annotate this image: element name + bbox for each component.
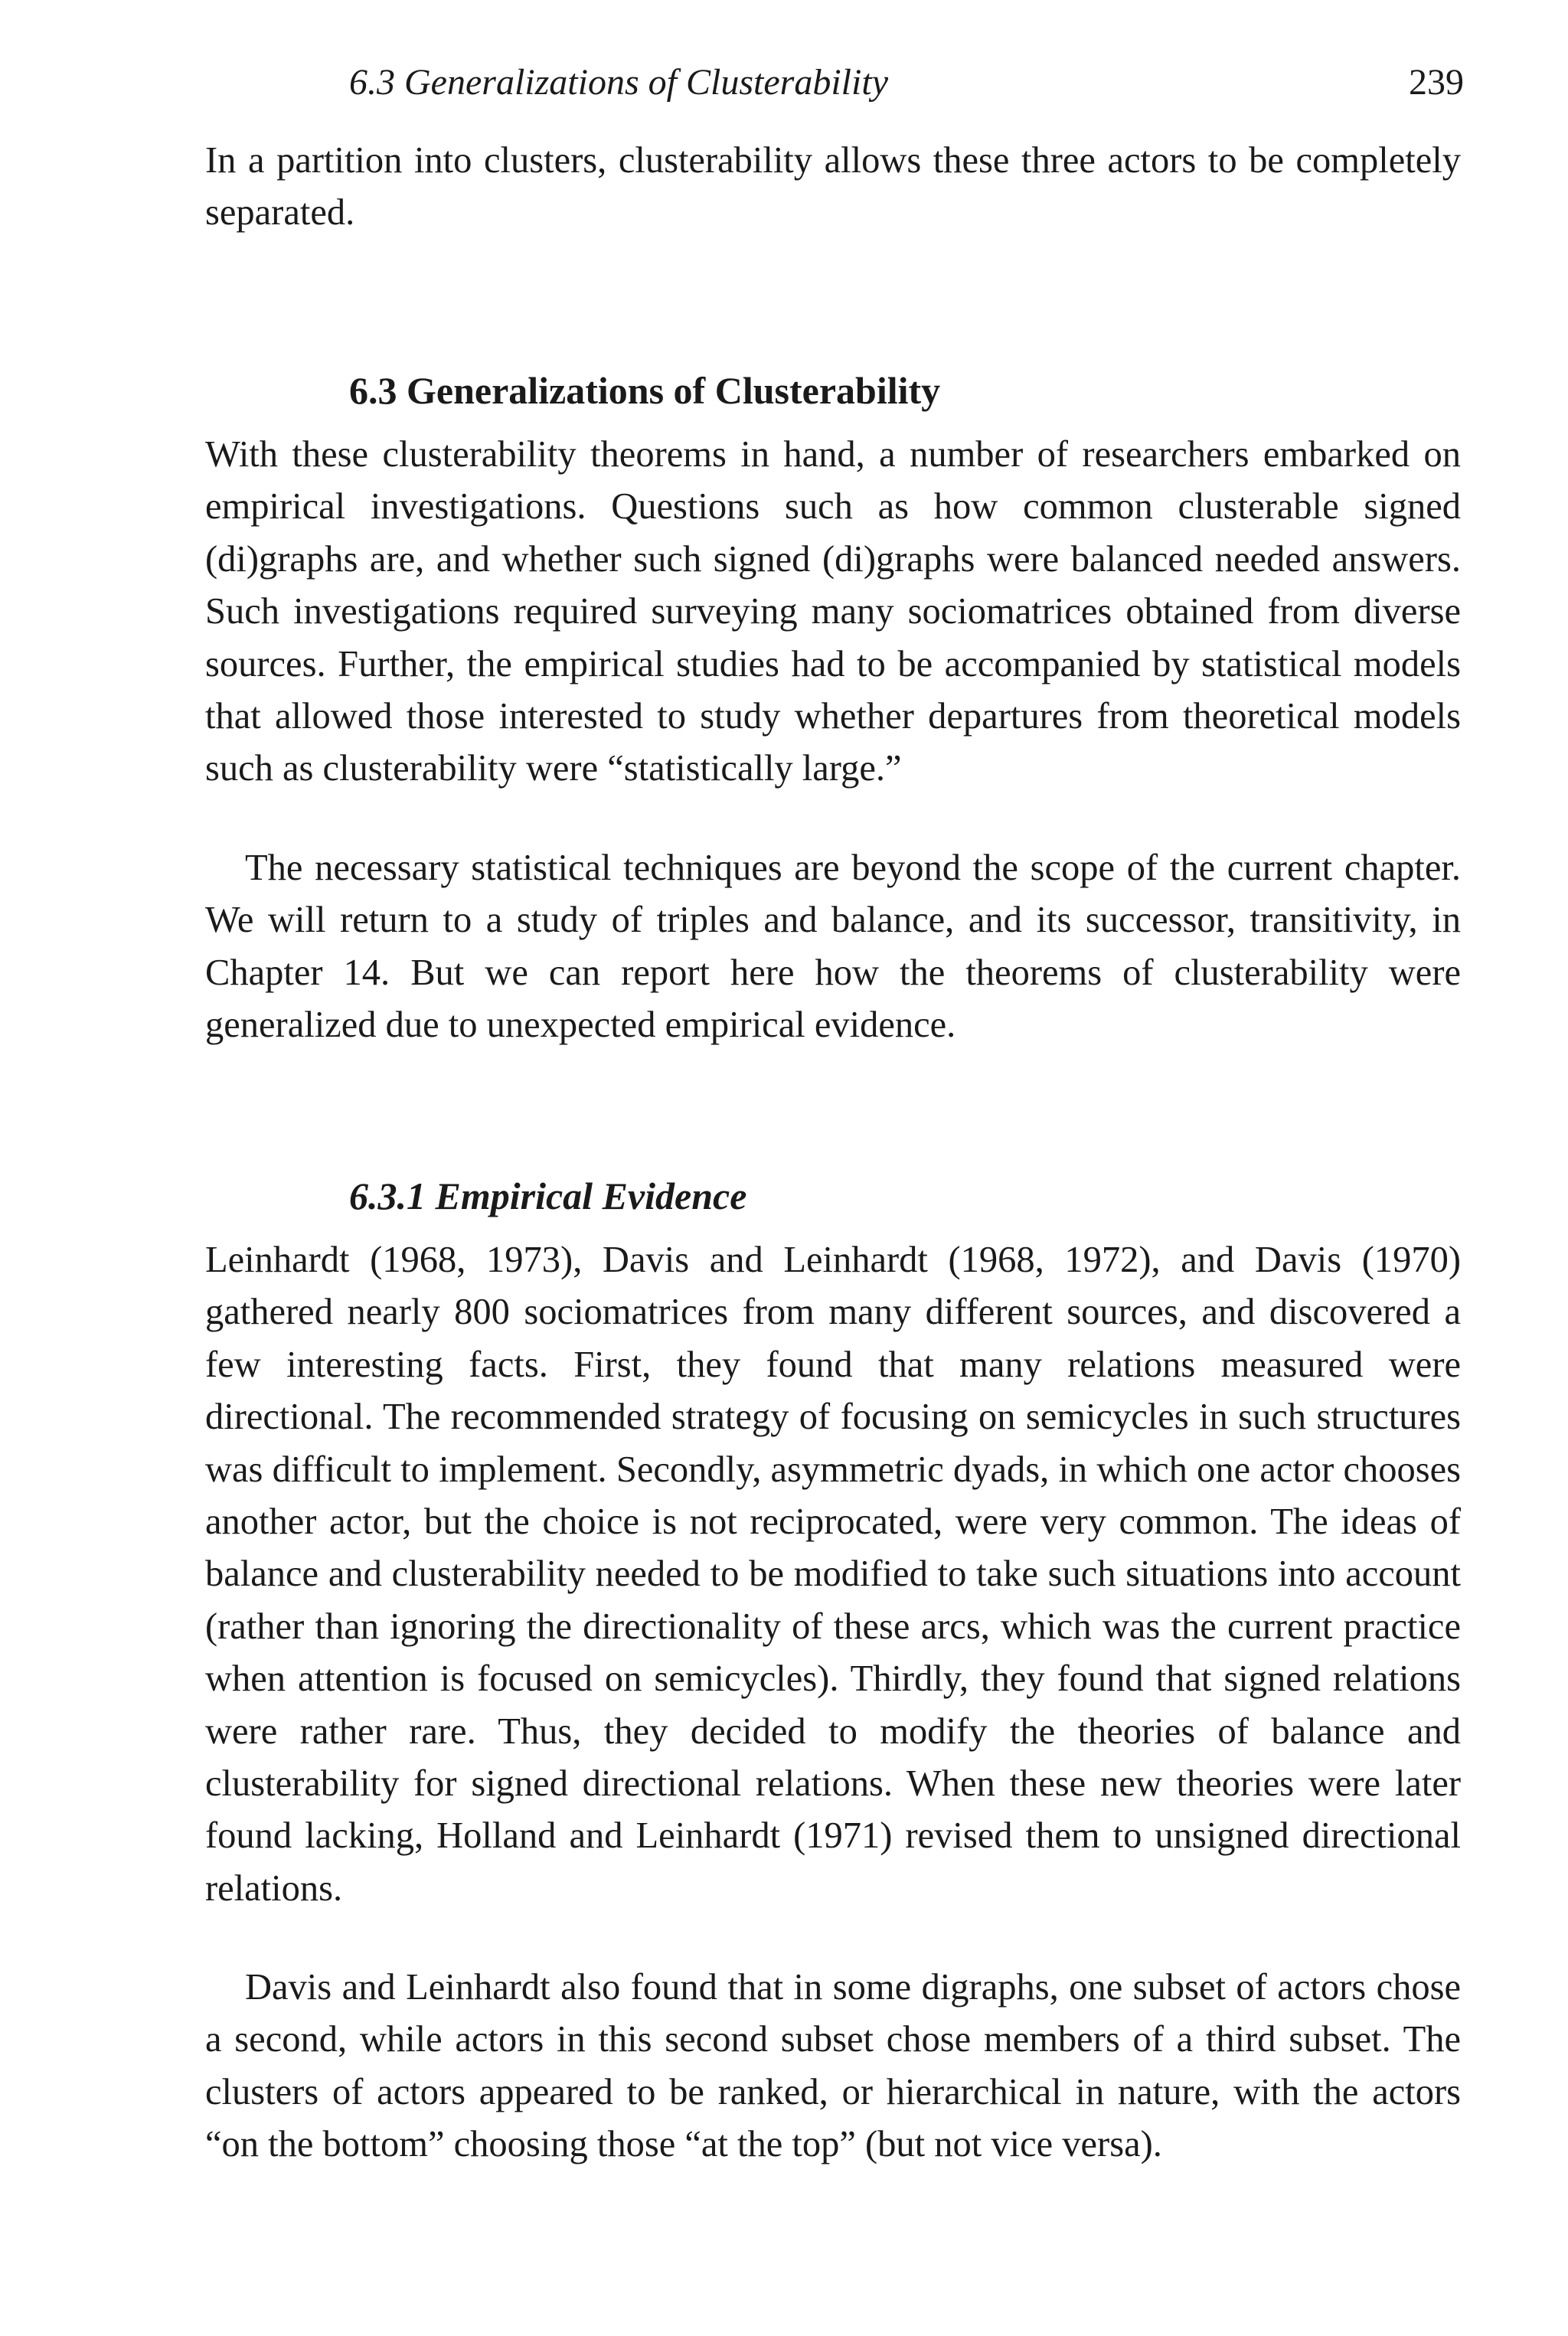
- body-paragraph: Davis and Leinhardt also found that in some digraphs, one subset of actors chose a second, while actors in this second subset chose members of a third subset. The clusters of actors appeared to be ranked, or hierarchical in nature, with the actors “on the bottom” choosing those “at the top” (but not vice versa).: [205, 1967, 1461, 2165]
- intro-text: [205, 135, 1461, 240]
- section-text: [205, 429, 1461, 796]
- body-paragraph: In a partition into clusters, clusterability allows these three actors to be completely separated.: [205, 140, 1461, 234]
- body-paragraph: The necessary statistical techniques are beyond the scope of the current chapter. We will return to a study of triples and balance, and its successor, transitivity, in Chapter 14. But we can report here how the theorems of clusterability were generalized due to unexpected empirical evidence.: [205, 848, 1461, 1046]
- section-text-continued: [205, 842, 1461, 1052]
- subsection-text: [205, 1234, 1461, 1915]
- body-paragraph: With these clusterability theorems in hand, a number of researchers embarked on empirical investigations. Questions such as how common clusterable signed (di)graphs are, and whether such signed (di)graphs were balanced needed answers. Such investigations required surveying many sociomatrices obtained from diverse sources. Further, the empirical studies had to be accompanied by statistical models that allowed those interested to study whether departures from theoretical models such as clusterability were “statistically large.”: [205, 434, 1461, 789]
- subsection-text-continued: [205, 1962, 1461, 2171]
- body-paragraph: Leinhardt (1968, 1973), Davis and Leinhardt (1968, 1972), and Davis (1970) gathered nearly 800 sociomatrices from many different sources, and discovered a few interesting facts. First, they found that many relations measured were directional. The recommended strategy of focusing on semicycles in such structures was difficult to implement. Secondly, asymmetric dyads, in which one actor chooses another actor, but the choice is not reciprocated, were very common. The ideas of balance and clusterability needed to be modified to take such situations into account (rather than ignoring the directionality of these arcs, which was the current practice when attention is focused on semicycles). Thirdly, they found that signed relations were rather rare. Thus, they decided to modify the theories of balance and clusterability for signed directional relations. When these new theories were later found lacking, Holland and Leinhardt (1971) revised them to unsigned directional relations.: [205, 1240, 1461, 1909]
- subsection-heading: 6.3.1 Empirical Evidence: [349, 1175, 747, 1217]
- section-heading: 6.3 Generalizations of Clusterability: [349, 369, 941, 412]
- running-head: 6.3 Generalizations of Clusterability: [349, 62, 888, 103]
- page-number: 239: [1409, 62, 1464, 103]
